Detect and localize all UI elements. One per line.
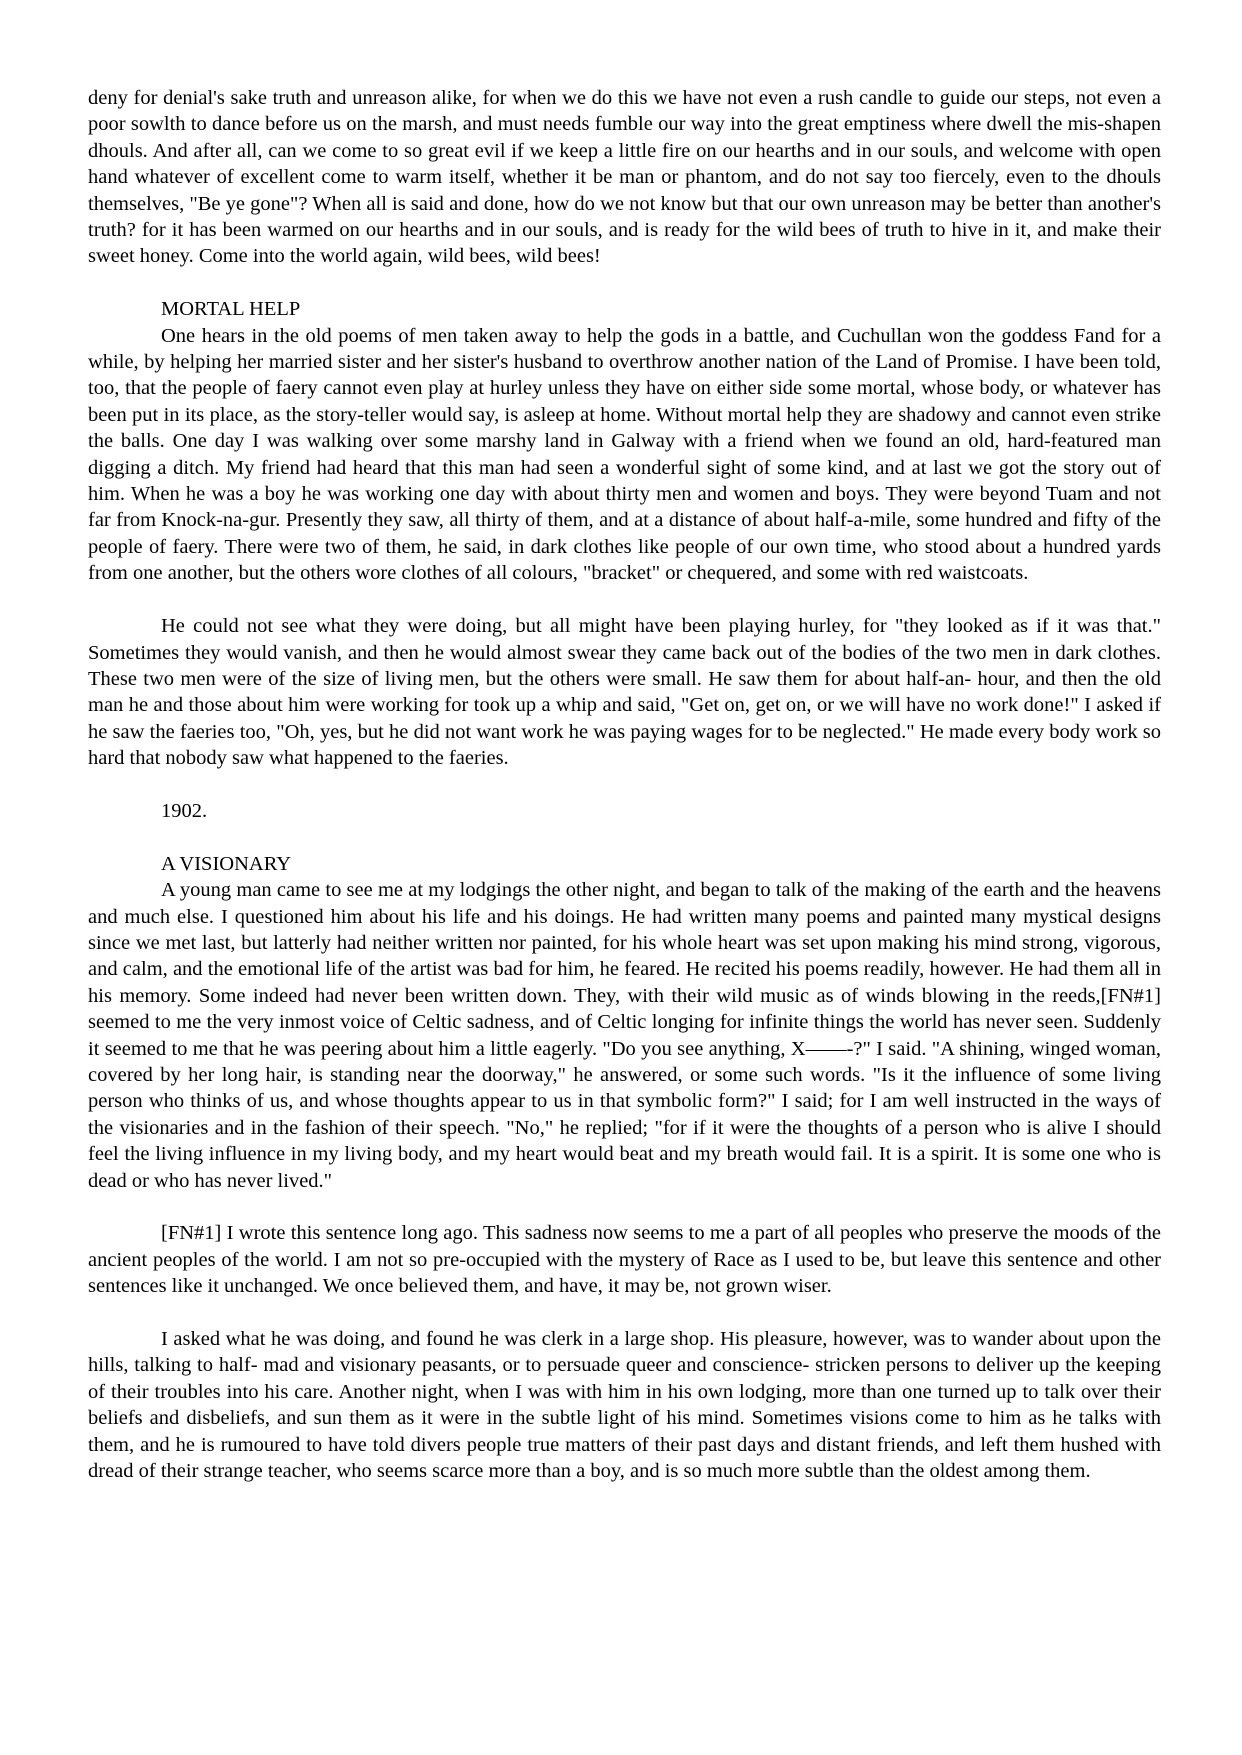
- body-paragraph: One hears in the old poems of men taken away to help the gods in a battle, and Cuchullan won the goddess Fand for a while, by helping her married sister and her sister's husband to overthrow another nation of the Land of Promise. I have been told, too, that the people of faery cannot even play at hurley unless they have on either side some mortal, whose body, or whatever has been put in its place, as the story-teller would say, is asleep at home. Without mortal help they are shadowy and cannot even strike the balls. One day I was walking over some marshy land in Galway with a friend when we found an old, hard-featured man digging a ditch. My friend had heard that this man had seen a wonderful sight of some kind, and at last we got the story out of him. When he was a boy he was working one day with about thirty men and women and boys. They were beyond Tuam and not far from Knock-na-gur. Presently they saw, all thirty of them, and at a distance of about half-a-mile, some hundred and fifty of the people of faery. There were two of them, he said, in dark clothes like people of our own time, who stood about a hundred yards from one another, but the others wore clothes of all colours, "bracket" or chequered, and some with red waistcoats.: [88, 324, 1161, 585]
- document-page: [88, 85, 1161, 1511]
- section-mortal-help: [88, 296, 1161, 824]
- body-paragraph: He could not see what they were doing, but all might have been playing hurley, for "they looked as if it was that." Sometimes they would vanish, and then he would almost swear they came back out of the bodies of the two men in dark clothes. These two men were of the size of living men, but the others were small. He saw them for about half-an- hour, and then the old man he and those about him were working for took up a whip and said, "Get on, get on, or we will have no work done!" I asked if he saw the faeries too, "Oh, yes, but he did not want work he was paying wages for to be neglected." He made every body work so hard that nobody saw what happened to the faeries.: [88, 615, 1161, 770]
- section-date: 1902.: [161, 799, 208, 822]
- opening-paragraph: deny for denial's sake truth and unreason alike, for when we do this we have not even a rush candle to guide our steps, not even a poor sowlth to dance before us on the marsh, and must needs fumble our way into the great emptiness where dwell the mis-shapen dhouls. And after all, can we come to so great evil if we keep a little fire on our hearths and in our souls, and welcome with open hand whatever of excellent come to warm itself, whether it be man or phantom, and do not say too fiercely, even to the dhouls themselves, "Be ye gone"? When all is said and done, how do we not know but that our own unreason may be better than another's truth? for it has been warmed on our hearths and in our souls, and is ready for the wild bees of truth to hive in it, and make their sweet honey. Come into the world again, wild bees, wild bees!: [88, 87, 1161, 268]
- section-heading: MORTAL HELP: [161, 298, 301, 321]
- footnote: [FN#1] I wrote this sentence long ago. This sadness now seems to me a part of all peoples who preserve the moods of the ancient peoples of the world. I am not so pre-occupied with the mystery of Race as I used to be, but leave this sentence and other sentences like it unchanged. We once believed them, and have, it may be, not grown wiser.: [88, 1222, 1161, 1298]
- section-a-visionary: [88, 851, 1161, 1485]
- body-paragraph: I asked what he was doing, and found he was clerk in a large shop. His pleasure, however, was to wander about upon the hills, talking to half- mad and visionary peasants, or to persuade queer and conscience- stricken persons to deliver up the keeping of their troubles into his care. Another night, when I was with him in his own lodging, more than one turned up to talk over their beliefs and disbeliefs, and sun them as it were in the subtle light of his mind. Sometimes visions come to him as he talks with them, and he is rumoured to have told divers people true matters of their past days and distant friends, and left them hushed with dread of their strange teacher, who seems scarce more than a boy, and is so much more subtle than the oldest among them.: [88, 1328, 1161, 1483]
- section-heading: A VISIONARY: [161, 852, 292, 875]
- body-paragraph: A young man came to see me at my lodgings the other night, and began to talk of the making of the earth and the heavens and much else. I questioned him about his life and his doings. He had written many poems and painted many mystical designs since we met last, but latterly had neither written nor painted, for his whole heart was set upon making his mind strong, vigorous, and calm, and the emotional life of the artist was bad for him, he feared. He recited his poems readily, however. He had them all in his memory. Some indeed had never been written down. They, with their wild music as of winds blowing in the reeds,[FN#1] seemed to me the very inmost voice of Celtic sadness, and of Celtic longing for infinite things the world has never seen. Suddenly it seemed to me that he was peering about him a little eagerly. "Do you see anything, X——-?" I said. "A shining, winged woman, covered by her long hair, is standing near the doorway," he answered, or some such words. "Is it the influence of some living person who thinks of us, and whose thoughts appear to us in that symbolic form?" I said; for I am well instructed in the ways of the visionaries and in the fashion of their speech. "No," he replied; "for if it were the thoughts of a person who is alive I should feel the living influence in my living body, and my heart would beat and my breath would fail. It is a spirit. It is some one who is dead or who has never lived.": [88, 879, 1161, 1192]
